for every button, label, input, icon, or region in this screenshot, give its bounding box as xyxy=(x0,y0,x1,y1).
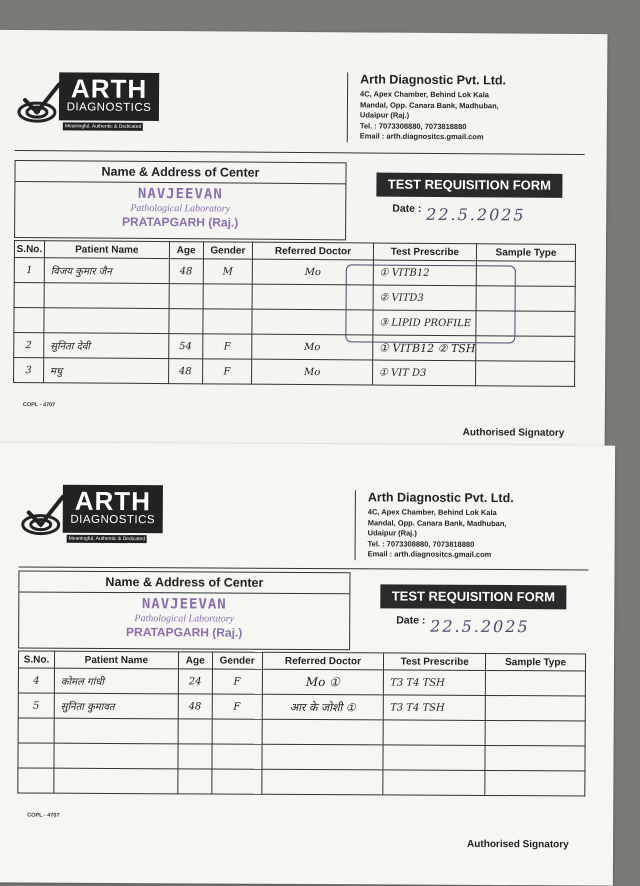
form-code: COPL - 4707 xyxy=(27,812,60,819)
cell-patient-name xyxy=(54,743,178,769)
logo-brand-box xyxy=(59,72,159,121)
col-gender: Gender xyxy=(203,242,253,259)
col-test-prescribe: Test Prescribe xyxy=(373,243,477,261)
cell-doctor xyxy=(262,719,384,745)
cell-patient-name: कोमल गांधी xyxy=(54,668,178,694)
cell-gender: F xyxy=(202,334,252,359)
cell-tests: T3 T4 TSH xyxy=(384,695,486,721)
cell-age: 48 xyxy=(168,359,202,384)
company-info xyxy=(355,490,608,561)
center-address-box xyxy=(14,160,347,240)
col-sno: S.No. xyxy=(14,241,44,258)
form-code: COPL - 4707 xyxy=(22,402,56,409)
logo-line-1: ARTH xyxy=(70,73,148,104)
target-check-icon xyxy=(21,495,65,539)
date-label: Date : xyxy=(396,614,426,627)
cell-age: 48 xyxy=(169,259,203,284)
cell-sno xyxy=(18,743,54,768)
cell-sno: 4 xyxy=(18,668,54,693)
cell-age: 24 xyxy=(178,669,212,694)
cell-doctor: Mo xyxy=(253,259,374,285)
requisition-form-sheet-1 xyxy=(0,30,607,462)
logo-line-2: DIAGNOSTICS xyxy=(70,513,156,527)
center-box-title: Name & Address of Center xyxy=(15,161,345,184)
cell-doctor xyxy=(262,744,384,770)
cell-sample-type xyxy=(485,745,585,771)
cell-patient-name xyxy=(54,768,178,794)
cell-sno xyxy=(14,283,44,308)
stamp-name: NAVJEEVAN xyxy=(137,185,223,203)
table-row xyxy=(18,718,585,746)
patient-table xyxy=(17,650,586,796)
center-box-title: Name & Address of Center xyxy=(19,571,349,594)
company-name: Arth Diagnostic Pvt. Ltd. xyxy=(360,72,507,88)
cell-patient-name: मधु xyxy=(43,358,168,384)
cell-gender xyxy=(212,719,262,744)
table-row xyxy=(18,743,585,771)
date-value: 22.5.2025 xyxy=(430,616,530,637)
stamp-city: PRATAPGARH (Raj.) xyxy=(126,625,243,640)
company-address: 4C, Apex Chamber, Behind Lok Kala Mandal, Opp. Canara Bank, Madhuban, Udaipur (Raj.) Tel. : 7073308880, 7073818880 Email : arth.diagnositcs.gmail.com xyxy=(367,507,507,559)
cell-gender: M xyxy=(203,259,253,284)
date-label: Date : xyxy=(392,202,422,215)
logo-line-2: DIAGNOSTICS xyxy=(66,101,152,114)
cell-doctor: Mo ① xyxy=(262,669,384,695)
form-title: TEST REQUISITION FORM xyxy=(380,584,566,609)
cell-tests xyxy=(383,720,485,746)
authorised-signatory: Authorised Signatory xyxy=(467,838,569,851)
cell-patient-name: सुनिता कुमावत xyxy=(54,693,178,719)
center-address-box xyxy=(18,570,350,650)
cell-gender xyxy=(203,284,253,309)
cell-doctor xyxy=(261,769,383,795)
form-title: TEST REQUISITION FORM xyxy=(376,173,562,198)
cell-tests xyxy=(383,745,485,771)
col-age: Age xyxy=(178,652,212,669)
cell-age xyxy=(178,719,212,744)
cell-tests: ① VIT D3 xyxy=(372,360,476,386)
stamp-subtitle: Pathological Laboratory xyxy=(134,613,235,625)
cell-doctor: आर के जोशी ① xyxy=(262,694,384,720)
col-age: Age xyxy=(169,242,203,259)
cell-age xyxy=(178,744,212,769)
col-referred-doctor: Referred Doctor xyxy=(253,242,374,260)
col-referred-doctor: Referred Doctor xyxy=(262,652,384,670)
cell-patient-name xyxy=(54,718,178,744)
arth-logo xyxy=(17,68,177,139)
logo-tagline: Meaningful, Authentic & Dedicated xyxy=(63,122,144,131)
cell-sno: 1 xyxy=(14,258,44,283)
table-row xyxy=(14,358,575,387)
cell-tests: ① VITB12 ② TSH xyxy=(372,335,476,361)
cell-gender: F xyxy=(212,694,262,719)
cell-gender xyxy=(212,744,262,769)
cell-sno: 3 xyxy=(14,358,44,383)
cell-gender: F xyxy=(202,359,252,384)
table-row xyxy=(18,693,585,721)
col-sample-type: Sample Type xyxy=(486,653,586,671)
cell-tests: T3 T4 TSH xyxy=(384,670,486,696)
logo-tagline: Meaningful, Authentic & Dedicated xyxy=(67,535,147,543)
logo-brand-box xyxy=(63,485,163,534)
arth-logo xyxy=(21,481,181,552)
target-check-icon xyxy=(17,82,61,126)
cell-doctor: Mo xyxy=(252,359,373,385)
stamp-name: NAVJEEVAN xyxy=(141,596,227,613)
date-value: 22.5.2025 xyxy=(426,204,526,225)
cell-tests: ③ LIPID PROFILE xyxy=(373,310,477,336)
cell-age: 48 xyxy=(178,694,212,719)
cell-sample-type xyxy=(485,695,585,721)
cell-age xyxy=(169,309,203,334)
authorised-signatory: Authorised Signatory xyxy=(462,427,565,439)
col-test-prescribe: Test Prescribe xyxy=(384,653,486,671)
cell-sample-type xyxy=(485,670,585,696)
cell-tests: ① VITB12 xyxy=(373,260,477,286)
cell-age xyxy=(178,769,212,794)
cell-sample-type xyxy=(485,720,585,746)
lab-stamp xyxy=(85,186,275,230)
col-gender: Gender xyxy=(212,652,262,669)
cell-tests: ② VITD3 xyxy=(373,285,477,311)
cell-age: 54 xyxy=(169,334,203,359)
company-info xyxy=(347,72,600,143)
cell-sample-type xyxy=(476,361,575,387)
table-row xyxy=(18,768,585,796)
col-patient-name: Patient Name xyxy=(44,241,169,259)
cell-gender: F xyxy=(212,669,262,694)
cell-patient-name xyxy=(44,308,169,334)
cell-sno xyxy=(14,308,44,333)
cell-gender xyxy=(211,769,261,794)
cell-patient-name: सुनिता देवी xyxy=(44,333,169,359)
cell-sample-type xyxy=(485,770,585,796)
stamp-subtitle: Pathological Laboratory xyxy=(130,202,231,215)
table-row xyxy=(18,668,585,696)
lab-stamp xyxy=(89,596,279,640)
col-sample-type: Sample Type xyxy=(477,244,576,262)
cell-age xyxy=(169,284,203,309)
header-divider xyxy=(15,150,585,155)
requisition-form-sheet-2 xyxy=(0,442,615,885)
company-address: 4C, Apex Chamber, Behind Lok Kala Mandal, Opp. Canara Bank, Madhuban, Udaipur (Raj.) Tel. : 7073308880, 7073818880 Email : arth.diagnositcs.gmail.com xyxy=(359,89,499,142)
cell-sno xyxy=(18,768,54,793)
logo-line-1: ARTH xyxy=(74,485,152,517)
cell-tests xyxy=(383,770,485,796)
cell-sno: 5 xyxy=(18,693,54,718)
col-patient-name: Patient Name xyxy=(54,651,178,669)
cell-sno xyxy=(18,718,54,743)
col-sno: S.No. xyxy=(18,651,54,668)
cell-doctor: Mo xyxy=(252,334,373,360)
handwritten-bracket xyxy=(345,264,516,343)
cell-gender xyxy=(202,309,252,334)
company-name: Arth Diagnostic Pvt. Ltd. xyxy=(367,490,514,506)
stamp-city: PRATAPGARH (Raj.) xyxy=(121,214,239,230)
cell-patient-name xyxy=(44,283,169,309)
header-divider xyxy=(19,566,589,570)
cell-patient-name: विजय कुमार जैन xyxy=(44,258,169,284)
cell-sno: 2 xyxy=(14,333,44,358)
